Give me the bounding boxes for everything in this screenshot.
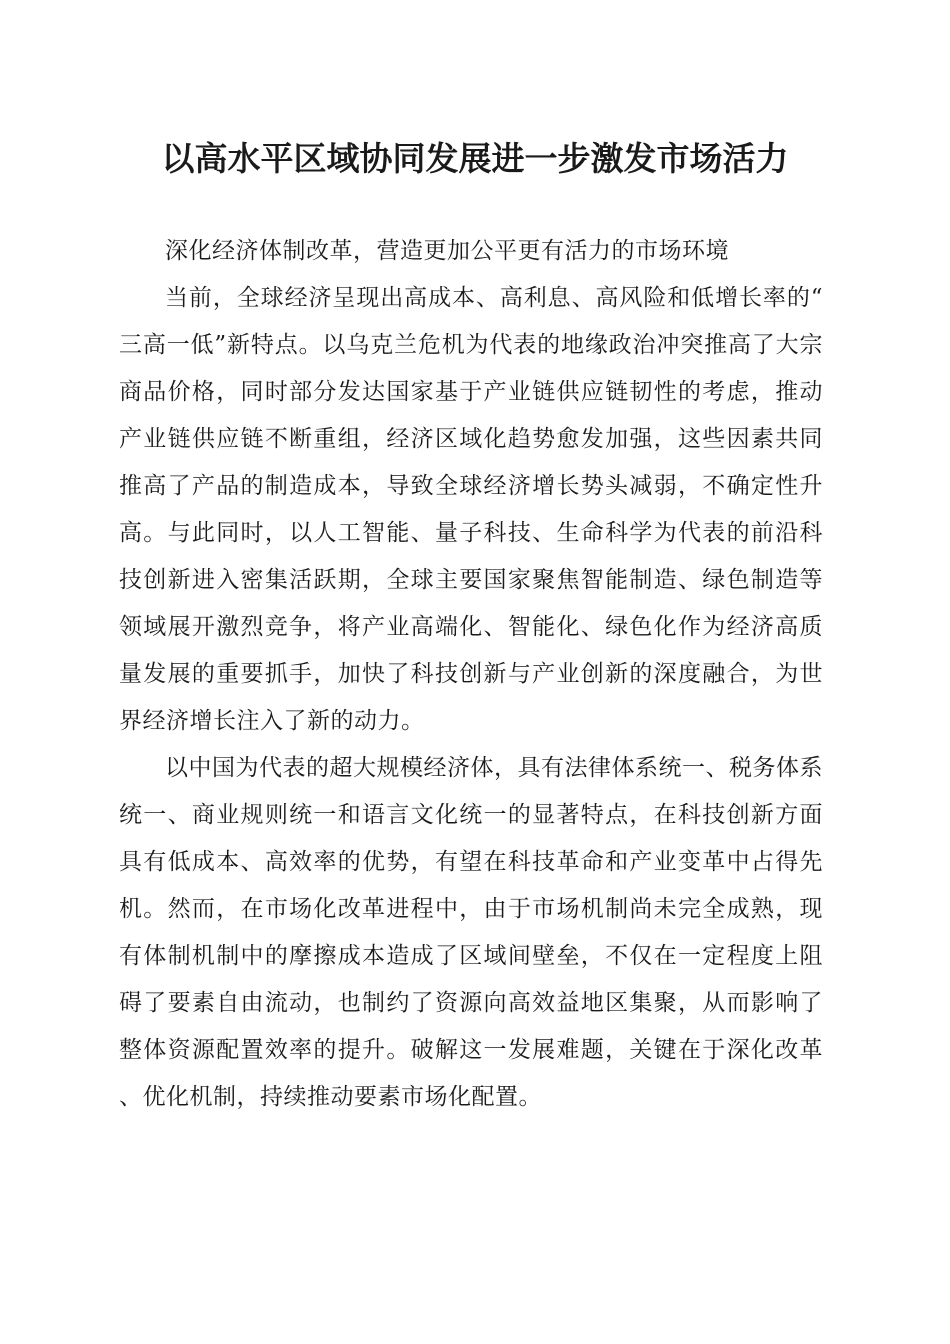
paragraph-2: 以中国为代表的超大规模经济体，具有法律体系统一、税务体系统一、商业规则统一和语言文化统一的显著特点，在科技创新方面具有低成本、高效率的优势，有望在科技革命和产业变革中占得先机。然而，在市场化改革进程中，由于市场机制尚未完全成熟，现有体制机制中的摩擦成本造成了区域间壁垒，不仅在一定程度上阻碍了要素自由流动，也制约了资源向高效益地区集聚，从而影响了整体资源配置效率的提升。破解这一发展难题，关键在于深化改革、优化机制，持续推动要素市场化配置。 xyxy=(119,755,823,1110)
paragraph-1: 当前，全球经济呈现出高成本、高利息、高风险和低增长率的“三高一低”新特点。以乌克兰危机为代表的地缘政治冲突推高了大宗商品价格，同时部分发达国家基于产业链供应链韧性的考虑，推动产业链供应链不断重组，经济区域化趋势愈发加强，这些因素共同推高了产品的制造成本，导致全球经济增长势头减弱，不确定性升高。与此同时，以人工智能、量子科技、生命科学为代表的前沿科技创新进入密集活跃期，全球主要国家聚焦智能制造、绿色制造等领域展开激烈竞争，将产业高端化、智能化、绿色化作为经济高质量发展的重要抓手，加快了科技创新与产业创新的深度融合，为世界经济增长注入了新的动力。 xyxy=(119,285,823,734)
document-body xyxy=(119,228,823,1121)
document-title: 以高水平区域协同发展进一步激发市场活力 xyxy=(161,139,789,178)
section-subheading: 深化经济体制改革，营造更加公平更有活力的市场环境 xyxy=(165,238,729,264)
